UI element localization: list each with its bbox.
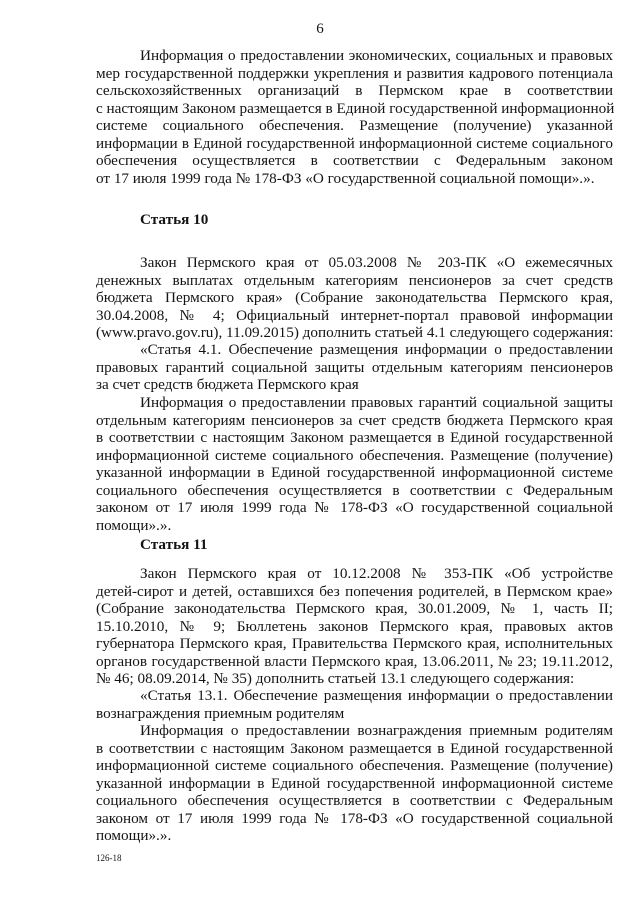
article-11-amendment [96,565,613,688]
intro-paragraph [96,47,613,187]
text-line: «Статья 4.1. Обеспечение размещения информации о предоставлении [140,341,613,358]
text-line: правовых гарантий социальной защиты отдельным категориям пенсионеров [96,358,613,376]
text-line: от 17 июля 1999 года № 178-ФЗ «О государственной социальной помощи».». [96,169,595,187]
text-line: Закон Пермского края от 05.03.2008 № 203-ПК «О ежемесячных [140,254,613,271]
text-line: органов государственной власти Пермского края, 13.06.2011, № 23; 19.11.2012, [96,652,613,670]
text-line: 30.04.2008, № 4; Официальный интернет-портал правовой информации [96,306,613,324]
text-line: социального обеспечения осуществляется в соответствии с Федеральным [96,481,613,499]
text-line: помощи».». [96,827,172,844]
text-line: социального обеспечения осуществляется в соответствии с Федеральным [96,792,613,809]
text-line: № 46; 08.09.2014, № 35) дополнить статьей 13.1 следующего содержания: [96,670,575,687]
text-line: системе социального обеспечения. Размещение (получение) указанной [96,117,613,134]
text-line: законом от 17 июля 1999 года № 178-ФЗ «О государственной социальной [96,499,613,516]
text-line: в соответствии с настоящим Законом размещается в Единой государственной [96,429,613,446]
text-line: сельскохозяйственных организаций в Пермском крае в соответствии [96,82,613,99]
text-line: детей-сирот и детей, оставшихся без попечения родителей, в Пермском крае» [96,582,613,600]
text-line: Информация о предоставлении правовых гарантий социальной защиты [140,394,613,411]
text-line: отдельным категориям пенсионеров за счет средств бюджета Пермского края [96,411,613,429]
text-line: обеспечения осуществляется в соответствии с Федеральным законом [96,152,613,169]
text-line: законом от 17 июля 1999 года № 178-ФЗ «О государственной социальной [96,809,613,827]
text-line: информационной системе социального обеспечения. Размещение (получение) [96,757,613,774]
text-line: мер государственной поддержки укрепления и развития кадрового потенциала [96,64,613,82]
text-line: указанной информации в Единой государственной информационной системе [96,774,613,792]
text-line: денежных выплатах отдельным категориям пенсионеров за счет средств [96,271,613,289]
text-line: Информация о предоставлении вознаграждения приемным родителям [140,722,613,739]
text-line: с настоящим Законом размещается в Единой государственной информационной [96,99,615,117]
text-line: информационной системе социального обеспечения. Размещение (получение) [96,446,613,464]
text-line: 15.10.2010, № 9; Бюллетень законов Пермского края, правовых актов [96,617,613,635]
text-line: «Статья 13.1. Обеспечение размещения информации о предоставлении [140,687,613,704]
page-number: 6 [316,21,324,37]
text-line: бюджета Пермского края» (Собрание законодательства Пермского края, [96,289,613,306]
article-10-heading: Статья 10 [140,211,209,228]
article-10-amendment [96,254,613,342]
text-line: помощи».». [96,516,172,534]
article-10-new-article-title [96,341,613,394]
document-code: 126-18 [96,853,122,863]
text-line: (www.pravo.gov.ru), 11.09.2015) дополнить статьей 4.1 следующего содержания: [96,324,614,341]
text-line: Информация о предоставлении экономических, социальных и правовых [140,47,613,64]
article-11-heading: Статья 11 [140,536,208,553]
text-line: в соответствии с настоящим Законом размещается в Единой государственной [96,739,613,757]
text-line: за счет средств бюджета Пермского края [96,376,359,393]
text-line: указанной информации в Единой государственной информационной системе [96,464,613,481]
article-11-new-article-title [96,687,613,722]
article-11-new-article-body [96,722,613,845]
text-line: вознаграждения приемным родителям [96,704,345,722]
text-line: Закон Пермского края от 10.12.2008 № 353-ПК «Об устройстве [140,565,613,582]
text-line: информации в Единой государственной информационной системе социального [96,134,613,152]
article-10-new-article-body [96,394,613,534]
text-line: (Собрание законодательства Пермского края, 30.01.2009, № 1, часть II; [96,600,613,617]
text-line: губернатора Пермского края, Правительства Пермского края, исполнительных [96,635,613,652]
